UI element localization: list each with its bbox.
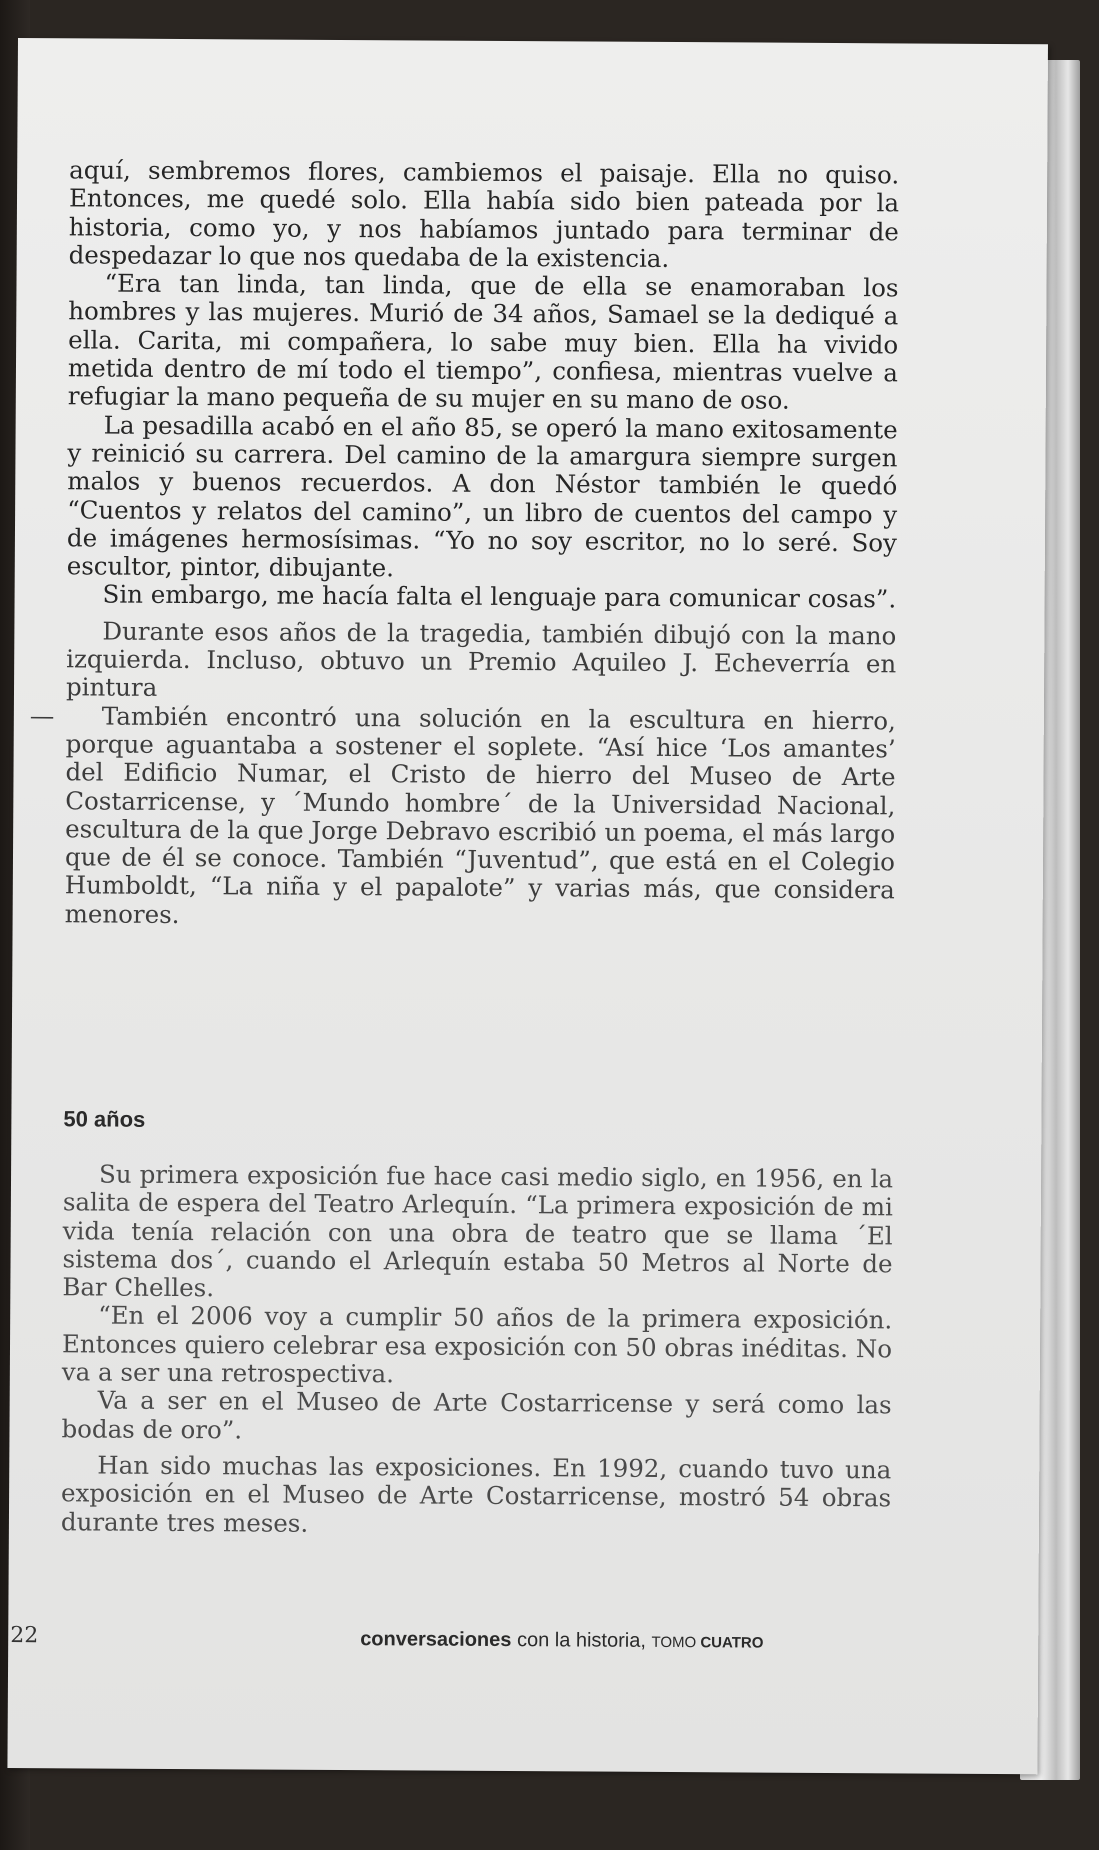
- body-text-bottom: [61, 1160, 893, 1541]
- paragraph-6-container: [29, 700, 896, 933]
- em-dash-mark: —: [29, 700, 55, 730]
- paragraph-4: Sin embargo, me hacía falta el lenguaje para comunicar cosas”.: [102, 579, 897, 614]
- paragraph-3: La pesadilla acabó en el año 85, se operó la mano exitosamente y reinició su carrera. Del camino de la amargura siempre surgen malos y buenos recuerdos. A don Néstor también le quedó “Cuentos y relatos del camino”, un libro de cuentos del campo y de imágenes hermosísimas. “Yo no soy escritor, no lo seré. Soy escultor, pintor, dibujante.: [66, 410, 898, 583]
- footer-volume-small: TOMO: [651, 1633, 701, 1652]
- paragraph-5: Durante esos años de la tragedia, también dibujó con la mano izquierda. Incluso, obtuvo un Premio Aquileo J. Echeverría en pintura: [65, 616, 897, 703]
- footer-volume-bold: CUATRO: [700, 1634, 764, 1652]
- paragraph-6: También encontró una solución en la escultura en hierro, porque aguantaba a sostener el soplete. “Así hice ‘Los amantes’ del Edificio Numar, el Cristo de hierro del Museo de Arte Costarricense, y ´Mundo hombre´ de la Universidad Nacional, escultura de la que Jorge Debravo escribió un poema, el más largo que de él se conoce. También “Juventud”, que está en el Colegio Humboldt, “La niña y el papalote” y varias más, que considera menores.: [64, 701, 896, 929]
- paragraph-8: “En el 2006 voy a cumplir 50 años de la primera exposición. Entonces quiero celebrar esa exposición con 50 obras inéditas. No va a ser una retrospectiva.: [61, 1300, 893, 1389]
- footer-title-bold: conversaciones: [360, 1628, 512, 1652]
- paragraph-9: Va a ser en el Museo de Arte Costarricense y será como las bodas de oro”.: [61, 1385, 892, 1445]
- paragraph-1: aquí, sembremos flores, cambiemos el paisaje. Ella no quiso. Entonces, me quedé solo. Ella había sido bien pateada por la historia, como yo, y nos habíamos juntado para terminar de despedazar lo que nos quedaba de la existencia.: [68, 155, 900, 273]
- body-text-top: [29, 155, 900, 933]
- paragraph-10: Han sido muchas las exposiciones. En 1992, cuando tuvo una exposición en el Museo de Arte Costarricense, mostró 54 obras durante tres meses.: [60, 1450, 892, 1538]
- page-number: 22: [10, 1622, 39, 1649]
- footer-title-regular: con la historia,: [511, 1629, 652, 1652]
- paragraph-2: “Era tan linda, tan linda, que de ella se enamoraban los hombres y las mujeres. Murió de 34 años, Samael se la dediqué a ella. Carita, mi compañera, lo sabe muy bien. Ella ha vivido metida dentro de mí todo el tiempo”, confiesa, mientras vuelve a refugiar la mano pequeña de su mujer en su mano de oso.: [67, 268, 899, 416]
- paragraph-7: Su primera exposición fue hace casi medio siglo, en 1956, en la salita de espera del Teatro Arlequín. “La primera exposición de mi vida tenía relación con una obra de teatro que se llama ´El sistema dos´, cuando el Arlequín estaba 50 Metros al Norte de Bar Chelles.: [62, 1159, 894, 1303]
- section-heading: 50 años: [63, 1106, 146, 1132]
- running-footer: [360, 1628, 763, 1653]
- book-page: [7, 38, 1048, 1774]
